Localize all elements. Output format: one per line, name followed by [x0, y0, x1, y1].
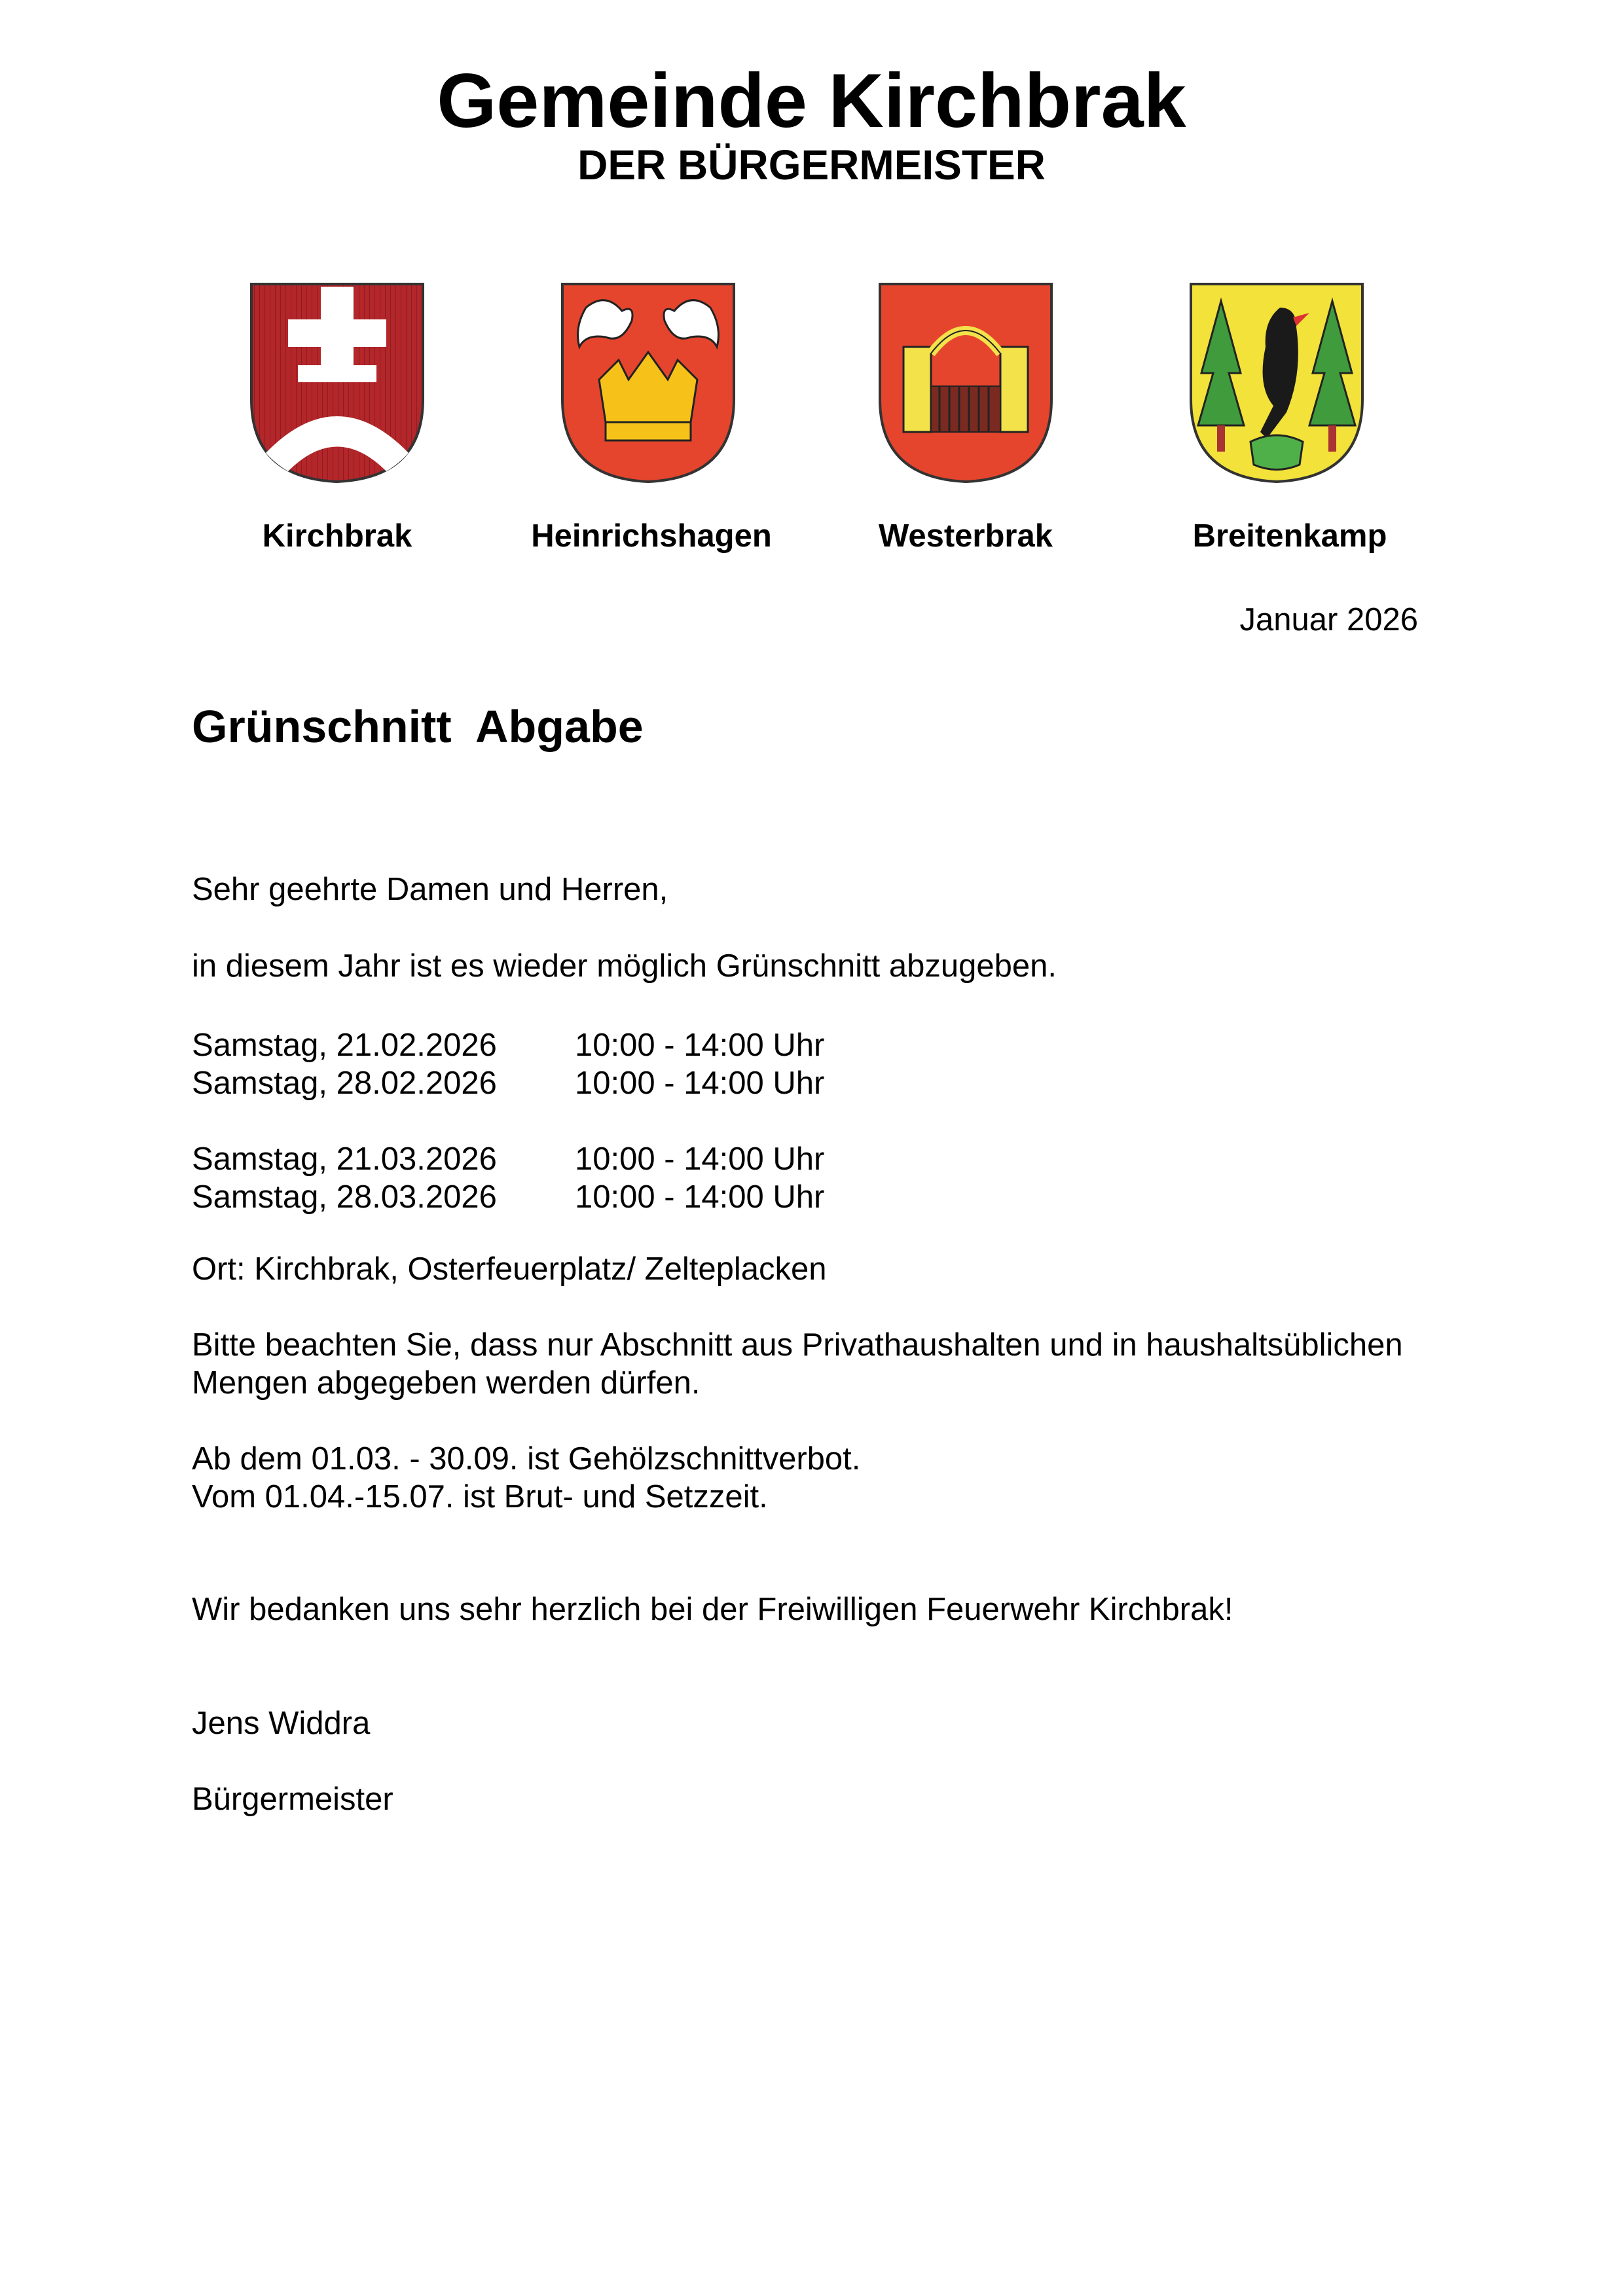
salutation: Sehr geehrte Damen und Herren,: [192, 872, 668, 907]
schedule-day: Samstag, 21.03.2026: [192, 1141, 497, 1177]
heinrichshagen-crest-icon: [560, 281, 737, 484]
crest-label-breitenkamp: Breitenkamp: [1192, 518, 1387, 554]
westerbrak-crest-icon: [877, 281, 1054, 484]
schedule-time: 10:00 - 14:00 Uhr: [575, 1066, 825, 1101]
schedule-time: 10:00 - 14:00 Uhr: [575, 1028, 825, 1063]
schedule-day: Samstag, 28.03.2026: [192, 1179, 497, 1215]
rule-line-2: Vom 01.04.-15.07. ist Brut- und Setzzeit.: [192, 1479, 768, 1515]
page-title: Gemeinde Kirchbrak: [437, 58, 1186, 143]
schedule-row: [192, 1066, 825, 1101]
schedule-row: [192, 1179, 825, 1215]
page-subtitle: DER BÜRGERMEISTER: [577, 141, 1046, 188]
signature-role: Bürgermeister: [192, 1782, 393, 1817]
schedule-row: [192, 1141, 825, 1177]
schedule-day: Samstag, 21.02.2026: [192, 1028, 497, 1063]
crest-label-westerbrak: Westerbrak: [878, 518, 1053, 554]
schedule-time: 10:00 - 14:00 Uhr: [575, 1179, 825, 1215]
thanks-text: Wir bedanken uns sehr herzlich bei der Freiwilligen Feuerwehr Kirchbrak!: [192, 1592, 1233, 1627]
location-text: Ort: Kirchbrak, Osterfeuerplatz/ Zelteplacken: [192, 1251, 827, 1287]
intro-paragraph: in diesem Jahr ist es wieder möglich Grünschnitt abzugeben.: [192, 948, 1057, 984]
schedule-time: 10:00 - 14:00 Uhr: [575, 1141, 825, 1177]
breitenkamp-crest-icon: [1188, 281, 1365, 484]
rule-line-1: Ab dem 01.03. - 30.09. ist Gehölzschnittverbot.: [192, 1441, 861, 1477]
kirchbrak-crest-icon: [249, 281, 426, 484]
crest-label-heinrichshagen: Heinrichshagen: [531, 518, 772, 554]
notice-line-1: Bitte beachten Sie, dass nur Abschnitt aus Privathaushalten und in haushaltsüblichen: [192, 1327, 1403, 1363]
crest-label-kirchbrak: Kirchbrak: [262, 518, 412, 554]
letter-date: Januar 2026: [1239, 602, 1418, 637]
notice-line-2: Mengen abgegeben werden dürfen.: [192, 1365, 701, 1401]
schedule-row: [192, 1028, 825, 1063]
signature-name: Jens Widdra: [192, 1706, 371, 1741]
schedule-day: Samstag, 28.02.2026: [192, 1066, 497, 1101]
letter-heading: Grünschnitt Abgabe: [192, 701, 644, 752]
